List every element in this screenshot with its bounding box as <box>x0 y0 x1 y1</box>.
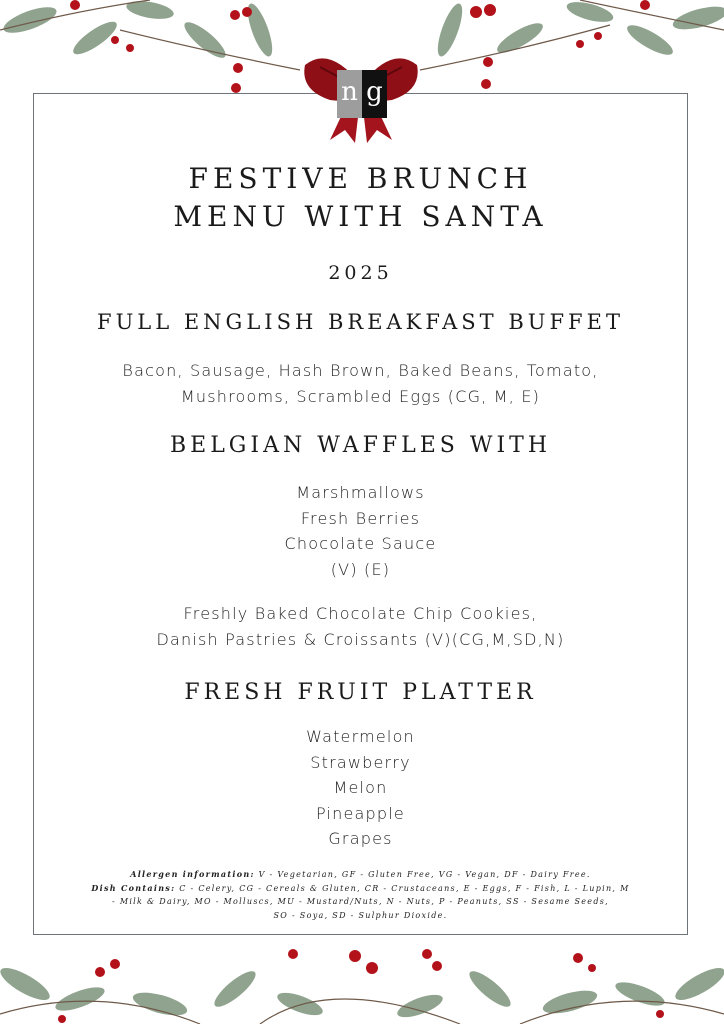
menu-item-line: Mushrooms, Scrambled Eggs (CG, M, E) <box>180 386 541 406</box>
ng-logo <box>337 70 387 118</box>
menu-item-line: Danish Pastries & Croissants (V)(CG,M,SD,N) <box>156 629 565 649</box>
menu-item-line: Bacon, Sausage, Hash Brown, Baked Beans, Tomato, <box>122 361 599 380</box>
menu-item-line: Melon <box>333 778 388 797</box>
section-items-fruit <box>33 724 688 852</box>
menu-year: 2025 <box>328 262 393 284</box>
dish-contains-line-2: - Milk & Dairy, MO - Molluscs, MU - Mustard/Nuts, N - Nuts, P - Peanuts, SS - Sesame Seeds, <box>111 897 609 906</box>
section-items-pastries <box>33 601 688 652</box>
menu-item-line: Grapes <box>328 829 393 848</box>
menu-item-line: Watermelon <box>306 727 415 746</box>
allergen-info-label: Allergen information: <box>130 869 255 879</box>
menu-item-line: Pineapple <box>316 803 405 823</box>
menu-title <box>33 160 688 236</box>
section-items-breakfast <box>33 358 688 409</box>
menu-title-line-1: FESTIVE BRUNCH <box>188 162 533 195</box>
menu-item-line: (V) (E) <box>330 559 391 579</box>
menu-item-line: Chocolate Sauce <box>284 534 437 553</box>
menu-item-line: Freshly Baked Chocolate Chip Cookies, <box>183 604 538 623</box>
dish-contains-line-1 <box>63 882 658 896</box>
allergen-info-line <box>63 868 658 882</box>
section-heading-fruit: FRESH FRUIT PLATTER <box>184 680 537 705</box>
section-heading-breakfast: FULL ENGLISH BREAKFAST BUFFET <box>97 310 624 334</box>
section-heading-waffles: BELGIAN WAFFLES WITH <box>169 433 552 458</box>
menu-item-line: Strawberry <box>310 752 411 772</box>
allergen-information <box>63 868 658 922</box>
allergen-info-text: V - Vegetarian, GF - Gluten Free, VG - Vegan, DF - Dairy Free. <box>258 870 591 879</box>
logo-letter-n: n <box>337 70 362 118</box>
dish-contains-text-1: C - Celery, CG - Cereals & Gluten, CR - Crustaceans, E - Eggs, F - Fish, L - Lupin, M <box>179 883 630 893</box>
menu-title-line-2: MENU WITH SANTA <box>173 200 548 233</box>
dish-contains-line-3: SO - Soya, SD - Sulphur Dioxide. <box>273 910 448 920</box>
menu-item-line: Marshmallows <box>296 483 425 502</box>
menu-item-line: Fresh Berries <box>300 508 421 528</box>
section-items-waffles <box>33 480 688 582</box>
logo-letter-g: g <box>362 70 387 118</box>
dish-contains-label: Dish Contains: <box>91 882 176 893</box>
bottom-foliage-decoration <box>0 944 724 1024</box>
